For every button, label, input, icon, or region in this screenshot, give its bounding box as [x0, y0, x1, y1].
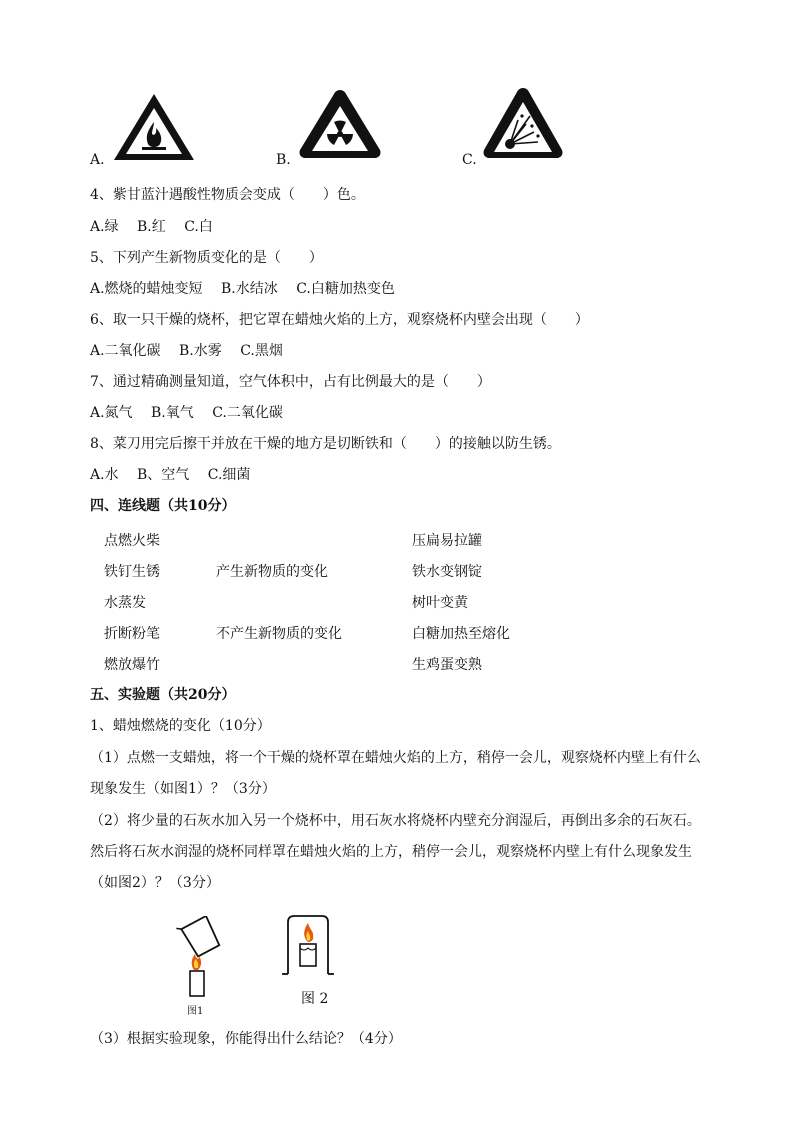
option-c-label: C. [462, 152, 477, 168]
question-4-stem: 4、紫甘蓝汁遇酸性物质会变成（ ）色。 [90, 187, 365, 203]
flammable-warning-icon [112, 92, 196, 162]
part-2-line-2: 然后将石灰水润湿的烧杯同样罩在蜡烛火焰的上方，稍停一会儿，观察烧杯内壁上有什么现象发生 [90, 844, 692, 860]
part-1-line-1: （1）点燃一支蜡烛，将一个干燥的烧杯罩在蜡烛火焰的上方，稍停一会儿，观察烧杯内壁上有什么 [90, 750, 701, 766]
match-right-item: 生鸡蛋变熟 [412, 657, 482, 673]
match-right-item: 压扁易拉罐 [412, 533, 482, 549]
question-7-options: A.氮气 B.氧气 C.二氧化碳 [90, 405, 283, 421]
question-8-options: A.水 B、空气 C.细菌 [90, 467, 251, 483]
match-right-item: 树叶变黄 [412, 595, 468, 611]
question-6-stem: 6、取一只干燥的烧杯，把它罩在蜡烛火焰的上方，观察烧杯内壁会出现（ ） [90, 312, 589, 328]
question-4-options: A.绿 B.红 C.白 [90, 219, 213, 235]
figure-2-beaker-candle [280, 914, 336, 980]
option-b-label: B. [276, 152, 291, 168]
section-4-title: 四、连线题（共10分） [90, 498, 236, 514]
explosive-warning-icon [482, 86, 564, 160]
question-5-options: A.燃烧的蜡烛变短 B.水结冰 C.白糖加热变色 [90, 281, 395, 297]
part-2-line-1: （2）将少量的石灰水加入另一个烧杯中，用石灰水将烧杯内壁充分润湿后，再倒出多余的石灰石。 [90, 813, 701, 829]
part-2-line-3: （如图2）？（3分） [90, 875, 220, 891]
question-6-options: A.二氧化碳 B.水雾 C.黑烟 [90, 343, 283, 359]
part-3-line: （3）根据实验现象，你能得出什么结论？（4分） [90, 1031, 402, 1047]
figure-1-caption: 图1 [187, 1006, 204, 1017]
figure-1-beaker-candle [176, 916, 230, 998]
match-left-item: 燃放爆竹 [104, 657, 160, 673]
question-5-stem: 5、下列产生新物质变化的是（ ） [90, 250, 323, 266]
match-left-item: 铁钉生锈 [104, 564, 160, 580]
part-1-line-2: 现象发生（如图1）？（3分） [90, 781, 276, 797]
experiment-1-title: 1、蜡烛燃烧的变化（10分） [90, 718, 271, 734]
match-right-item: 白糖加热至熔化 [412, 626, 510, 642]
figure-2-caption: 图 2 [301, 991, 329, 1007]
section-5-title: 五、实验题（共20分） [90, 687, 236, 703]
match-left-item: 折断粉笔 [104, 626, 160, 642]
question-7-stem: 7、通过精确测量知道，空气体积中，占有比例最大的是（ ） [90, 374, 491, 390]
match-middle-item: 不产生新物质的变化 [216, 626, 342, 642]
question-8-stem: 8、菜刀用完后擦干并放在干燥的地方是切断铁和（ ）的接触以防生锈。 [90, 436, 561, 452]
radiation-warning-icon [298, 88, 382, 160]
match-right-item: 铁水变钢锭 [412, 564, 482, 580]
match-left-item: 点燃火柴 [104, 533, 160, 549]
match-middle-item: 产生新物质的变化 [216, 564, 328, 580]
option-a-label: A. [90, 152, 105, 168]
match-left-item: 水蒸发 [104, 595, 146, 611]
